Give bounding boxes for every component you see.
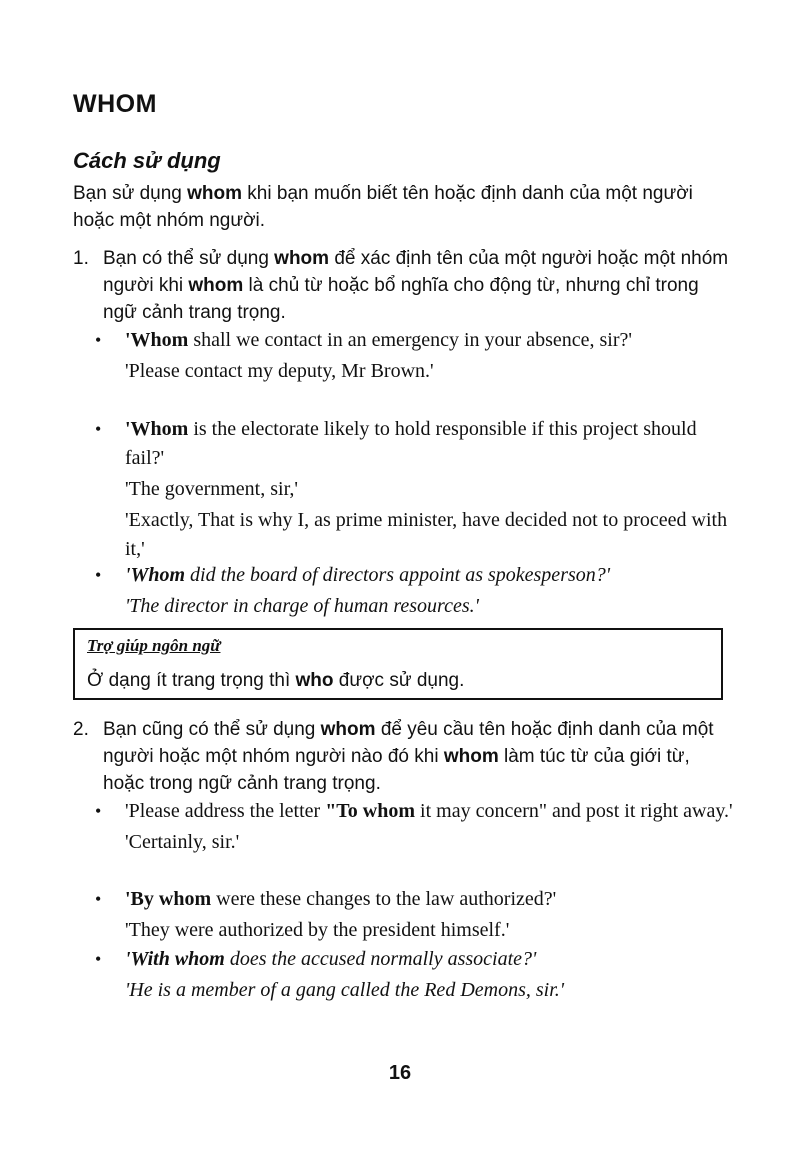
example-question-rest: were these changes to the law authorized?' [211, 888, 557, 910]
example-keyword: 'With whom [125, 948, 225, 970]
intro-paragraph [73, 180, 733, 234]
example-question [125, 415, 735, 473]
bullet-icon: • [95, 889, 102, 909]
intro-text-before: Bạn sử dụng [73, 183, 188, 204]
bullet-icon: • [95, 949, 102, 969]
item-text-part: để yêu cầu tên hoặc định danh của một người hoặc một nhóm người nào đó khi [103, 719, 714, 767]
intro-text-after: khi bạn muốn biết tên hoặc định danh của một người hoặc một nhóm người. [73, 183, 693, 231]
item-keyword: whom [188, 275, 244, 296]
example-question-rest: it may concern" and post it right away.' [415, 800, 733, 822]
example-keyword: 'Whom [125, 564, 186, 586]
example-question [125, 797, 735, 826]
item-keyword: whom [443, 746, 499, 767]
page-number: 16 [388, 1062, 412, 1084]
section-heading: Cách sử dụng [73, 148, 221, 173]
item-text-part: Bạn có thể sử dụng [103, 248, 275, 269]
help-text-before: Ở dạng ít trang trọng thì [87, 670, 296, 691]
item-text-part: là chủ từ hoặc bổ nghĩa cho động từ, nhưng chỉ trong ngữ cảnh trang trọng. [103, 275, 699, 323]
page-title: WHOM [73, 90, 157, 118]
item-number: 2. [73, 719, 89, 740]
example-1-2 [95, 415, 735, 564]
example-reply: 'Certainly, sir.' [125, 831, 240, 853]
example-reply: 'They were authorized by the president himself.' [125, 919, 510, 941]
example-question [125, 561, 735, 590]
item-text-part: để xác định tên của một người hoặc một nhóm người khi [103, 248, 729, 296]
example-2-2 [95, 885, 735, 945]
example-1-1 [95, 326, 735, 386]
item-number: 1. [73, 248, 89, 269]
bullet-icon: • [95, 419, 102, 439]
help-box-text [87, 670, 464, 692]
bullet-icon: • [95, 330, 102, 350]
bullet-icon: • [95, 801, 102, 821]
example-keyword: 'Whom [125, 418, 189, 440]
example-keyword: 'By whom [125, 888, 212, 910]
example-question-rest: shall we contact in an emergency in your absence, sir?' [188, 329, 632, 351]
numbered-item-1 [73, 245, 733, 326]
example-question [125, 326, 735, 355]
example-question [125, 885, 735, 914]
example-1-3 [95, 561, 735, 621]
help-box-title: Trợ giúp ngôn ngữ [87, 636, 221, 655]
example-question-rest: does the accused normally associate?' [224, 948, 537, 970]
item-keyword: whom [320, 719, 376, 740]
language-help-box [73, 628, 723, 700]
example-reply: 'Exactly, That is why I, as prime minister, have decided not to proceed with it,' [125, 509, 728, 560]
item-text [103, 716, 733, 797]
example-question [125, 945, 735, 974]
intro-keyword: whom [187, 183, 243, 204]
example-2-3 [95, 945, 735, 1005]
example-reply: 'The government, sir,' [125, 478, 299, 500]
help-keyword: who [295, 670, 334, 691]
help-text-after: được sử dụng. [333, 670, 465, 691]
example-keyword: "To whom [325, 800, 416, 822]
item-text-part: làm túc từ của giới từ, hoặc trong ngữ cảnh trang trọng. [103, 746, 690, 794]
numbered-item-2 [73, 716, 733, 797]
example-reply: 'Please contact my deputy, Mr Brown.' [125, 360, 434, 382]
example-question-pre: 'Please address the letter [125, 800, 326, 822]
example-keyword: 'Whom [125, 329, 189, 351]
example-reply: 'The director in charge of human resources.' [125, 595, 479, 617]
item-text-part: Bạn cũng có thể sử dụng [103, 719, 321, 740]
item-keyword: whom [274, 248, 330, 269]
example-question-rest: did the board of directors appoint as spokesperson?' [185, 564, 611, 586]
example-question-rest: is the electorate likely to hold responsible if this project should fail?' [125, 418, 697, 469]
example-reply: 'He is a member of a gang called the Red Demons, sir.' [125, 979, 565, 1001]
example-2-1 [95, 797, 735, 857]
item-text [103, 245, 733, 326]
bullet-icon: • [95, 565, 102, 585]
